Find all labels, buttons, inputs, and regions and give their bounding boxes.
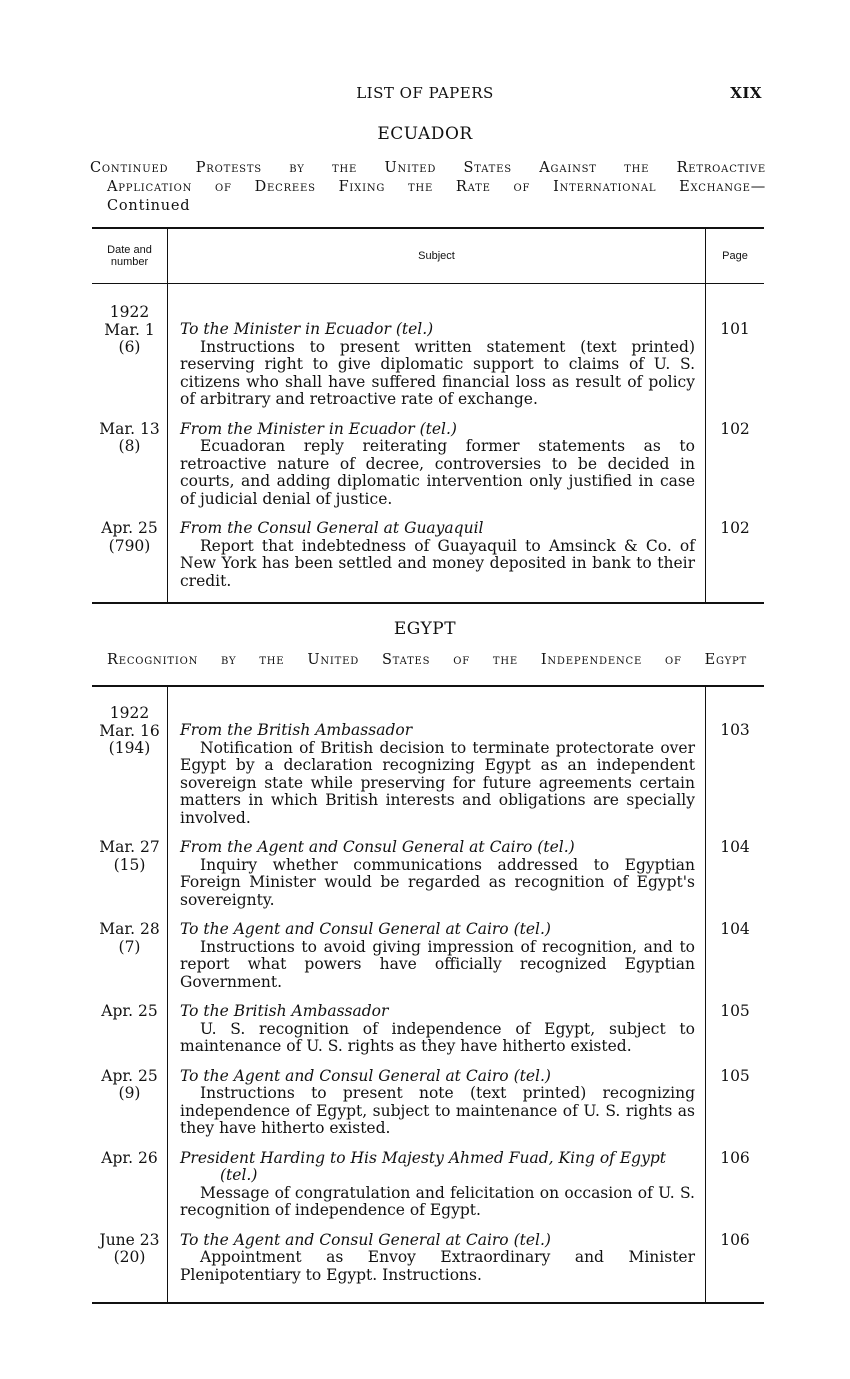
doc-number: (194) <box>108 739 151 757</box>
date-cell <box>92 686 168 839</box>
year: 1922 <box>109 303 150 321</box>
subject-cell <box>168 1068 706 1150</box>
date-cell <box>92 421 168 521</box>
date: Mar. 16 <box>99 721 160 740</box>
doc-summary: Notification of British decision to terminate protectorate over Egypt by a declaration recognizing Egypt as an independent sovereign state while preserving for future agreements certain matters in which British interests and obligations are specially involved. <box>180 738 695 827</box>
doc-number: (6) <box>118 338 141 356</box>
egypt-table <box>92 685 764 1304</box>
doc-heading: To the Agent and Consul General at Cairo (tel.) <box>180 1230 551 1249</box>
doc-summary: Instructions to present note (text printed) recognizing independence of Egypt, subject to maintenance of U. S. rights as they have hitherto existed. <box>180 1084 695 1137</box>
page-number: XIX <box>730 84 762 102</box>
page-ref: 106 <box>706 1232 765 1304</box>
section-title-egypt <box>107 651 747 670</box>
doc-heading: President Harding to His Majesty Ahmed Fuad, King of Egypt <box>180 1148 666 1167</box>
table-row <box>92 284 764 421</box>
doc-summary: Report that indebtedness of Guayaquil to Amsinck & Co. of New York has been settled and money deposited in bank to their credit. <box>180 536 695 590</box>
column-header-page: Page <box>706 228 765 284</box>
doc-heading: To the Minister in Ecuador (tel.) <box>180 320 434 338</box>
subject-cell <box>168 1232 706 1304</box>
subject-cell <box>168 921 706 1003</box>
doc-summary: Inquiry whether communications addressed to Egyptian Foreign Minister would be regarded as recognition of Egypt's sovereignty. <box>180 855 695 909</box>
doc-summary: Instructions to present written statement (text printed) reserving right to give diplomatic support to claims of U. S. citizens who shall have suffered financial loss as result of policy of arbitrary and retroactive rate of exchange. <box>180 337 695 408</box>
section-title-line: Recognition by the United States of the Independence of Egypt <box>107 652 747 668</box>
date-cell <box>92 520 168 603</box>
date-cell <box>92 1068 168 1150</box>
doc-heading-continuation: (tel.) <box>220 1166 258 1184</box>
doc-number: (790) <box>108 536 151 555</box>
date: Mar. 1 <box>104 320 155 339</box>
doc-summary: Ecuadoran reply reiterating former statements as to retroactive nature of decree, controversies to be decided in courts, and adding diplomatic intervention only justified in case of judicial denial of justice. <box>180 437 695 508</box>
doc-heading: From the Minister in Ecuador (tel.) <box>180 419 457 438</box>
table-row <box>92 839 764 921</box>
date: Mar. 27 <box>99 838 160 856</box>
date: Apr. 25 <box>101 1066 158 1085</box>
page-ref: 103 <box>706 686 765 839</box>
running-head-title: LIST OF PAPERS <box>356 84 494 102</box>
page-ref: 102 <box>706 421 765 521</box>
doc-number: (15) <box>113 855 146 874</box>
doc-summary: Appointment as Envoy Extraordinary and Minister Plenipotentiary to Egypt. Instructions. <box>180 1248 695 1284</box>
ecuador-table <box>92 227 764 604</box>
table-row <box>92 1068 764 1150</box>
date-cell <box>92 921 168 1003</box>
doc-heading: To the British Ambassador <box>180 1002 389 1020</box>
date-cell <box>92 1003 168 1068</box>
section-title-ecuador <box>90 159 766 216</box>
date: Mar. 28 <box>99 920 160 938</box>
date: Mar. 13 <box>99 419 160 438</box>
page-ref: 101 <box>706 284 765 421</box>
doc-summary: Instructions to avoid giving impression of recognition, and to report what powers have officially recognized Egyptian Government. <box>180 937 695 991</box>
subject-cell <box>168 1150 706 1232</box>
subject-cell <box>168 686 706 839</box>
doc-heading: From the Consul General at Guayaquil <box>180 519 484 537</box>
date: Apr. 25 <box>101 1002 158 1020</box>
doc-heading: To the Agent and Consul General at Cairo (tel.) <box>180 1066 551 1085</box>
column-header-date: Date and number <box>92 228 168 284</box>
doc-heading: From the Agent and Consul General at Cairo (tel.) <box>180 838 575 856</box>
doc-heading: To the Agent and Consul General at Cairo (tel.) <box>180 920 551 938</box>
date: Apr. 25 <box>101 519 158 537</box>
section-title-line: Continued Protests by the United States Against the Retroactive <box>90 160 766 176</box>
date: Apr. 26 <box>101 1148 158 1167</box>
date-cell <box>92 839 168 921</box>
date-cell <box>92 284 168 421</box>
doc-number: (20) <box>113 1248 146 1266</box>
country-heading-ecuador: ECUADOR <box>377 124 473 144</box>
doc-heading: From the British Ambassador <box>180 721 413 739</box>
subject-cell <box>168 421 706 521</box>
subject-cell <box>168 839 706 921</box>
doc-summary: U. S. recognition of independence of Egypt, subject to maintenance of U. S. rights as they have hitherto existed. <box>180 1019 695 1055</box>
column-header-subject: Subject <box>418 250 455 262</box>
table-row <box>92 1003 764 1068</box>
subject-cell <box>168 284 706 421</box>
table-row <box>92 1232 764 1304</box>
date: June 23 <box>99 1230 160 1249</box>
table-row <box>92 1150 764 1232</box>
date-cell <box>92 1232 168 1304</box>
table-row <box>92 686 764 839</box>
page-ref: 102 <box>706 520 765 603</box>
country-heading-egypt: EGYPT <box>393 619 457 639</box>
subject-cell <box>168 520 706 603</box>
page-ref: 105 <box>706 1003 765 1068</box>
table-row <box>92 520 764 603</box>
doc-number: (7) <box>118 937 141 956</box>
doc-summary: Message of congratulation and felicitation on occasion of U. S. recognition of independence of Egypt. <box>180 1183 695 1219</box>
table-row <box>92 421 764 521</box>
page-ref: 104 <box>706 839 765 921</box>
page-ref: 104 <box>706 921 765 1003</box>
section-title-line: Application of Decrees Fixing the Rate of International Exchange— <box>107 179 766 195</box>
table-row <box>92 921 764 1003</box>
section-title-line: Continued <box>107 198 191 214</box>
year: 1922 <box>109 704 150 722</box>
date-cell <box>92 1150 168 1232</box>
page-ref: 105 <box>706 1068 765 1150</box>
doc-number: (8) <box>118 437 141 455</box>
page-ref: 106 <box>706 1150 765 1232</box>
doc-number: (9) <box>118 1084 141 1102</box>
subject-cell <box>168 1003 706 1068</box>
